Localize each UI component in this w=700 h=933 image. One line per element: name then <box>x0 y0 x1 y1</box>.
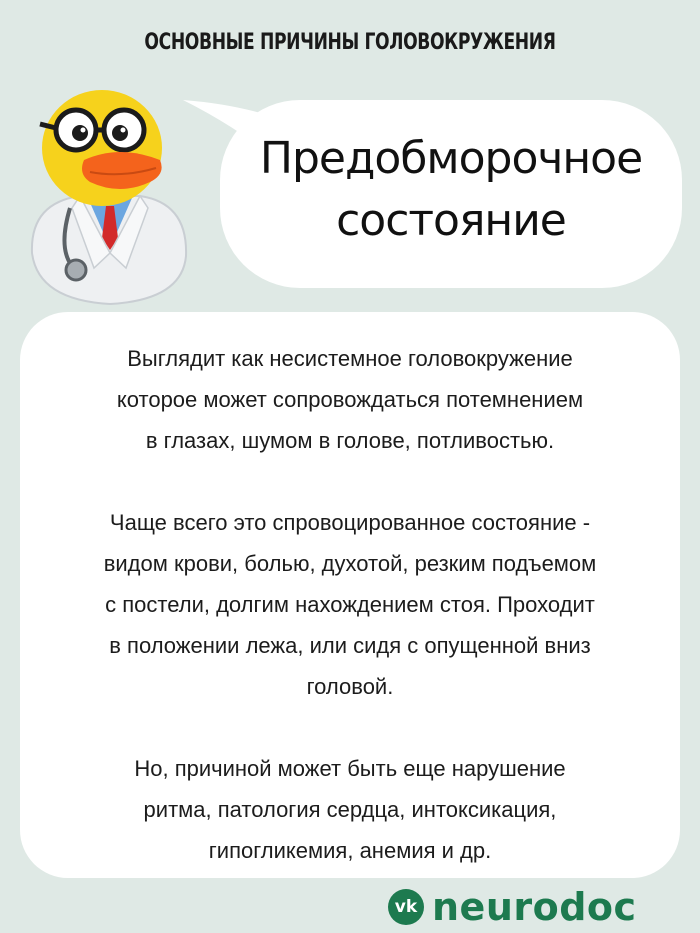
text-line: головой. <box>306 674 394 699</box>
brand-name: neurodoc <box>432 885 637 929</box>
text-line: видом крови, болью, духотой, резким подъемом <box>103 551 597 576</box>
text-line: ритма, патология сердца, интоксикация, <box>143 797 557 822</box>
paragraph-2 <box>22 502 678 707</box>
bubble-title-line-2: состояние <box>336 195 566 246</box>
vk-icon: vk <box>388 889 424 925</box>
text-line: которое может сопровождаться потемнением <box>116 387 584 412</box>
text-line: Чаще всего это спровоцированное состояние - <box>109 510 591 535</box>
paragraph-1 <box>22 338 678 461</box>
text-line: с постели, долгим нахождением стоя. Проходит <box>105 592 595 617</box>
text-line: в глазах, шумом в голове, потливостью. <box>145 428 555 453</box>
content-text <box>22 338 678 871</box>
page-title: ОСНОВНЫЕ ПРИЧИНЫ ГОЛОВОКРУЖЕНИЯ <box>144 30 556 55</box>
text-line: Но, причиной может быть еще нарушение <box>134 756 566 781</box>
paragraph-3 <box>22 748 678 871</box>
bubble-title-line-1: Предобморочное <box>259 133 643 184</box>
brand-logo <box>388 883 637 931</box>
bubble-title <box>220 128 682 252</box>
text-line: в положении лежа, или сидя с опущенной вниз <box>109 633 591 658</box>
text-line: гипогликемия, анемия и др. <box>208 838 492 863</box>
text-line: Выглядит как несистемное головокружение <box>127 346 573 371</box>
